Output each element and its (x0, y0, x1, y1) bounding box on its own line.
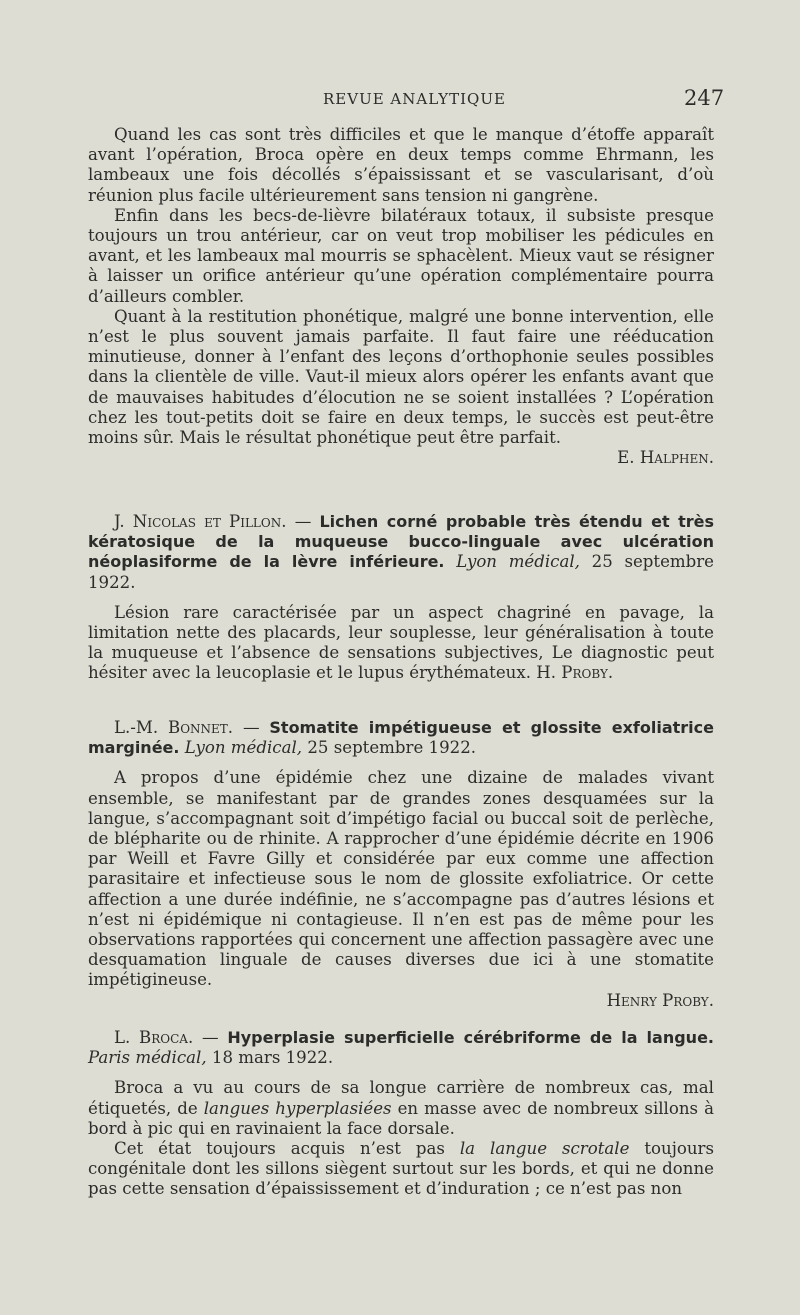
journal: Paris médical, (88, 1048, 207, 1068)
paragraph: Cet état toujours acquis n’est pas la langue scrotale toujours congénitale dont les sillons siègent surtout sur les bords, et qui ne donne pas cette sensation d’épaississement et d’induration ; ce n’est pas non (88, 1139, 714, 1199)
article-2 (88, 512, 714, 684)
journal: Lyon médical, (456, 552, 580, 572)
article-4 (88, 1028, 714, 1200)
signature: Henry Proby. (606, 990, 714, 1010)
signature: E. Halphen. (617, 448, 714, 468)
signature: H. Proby. (536, 663, 614, 683)
dash: — (193, 1028, 228, 1047)
article-heading (88, 718, 714, 758)
article-heading (88, 512, 714, 593)
article-title: Lichen corné probable très étendu et très kératosique de la muqueuse bucco-linguale avec ulcération néoplasiforme de la lèvre inférieure. (88, 512, 714, 572)
running-header: REVUE ANALYTIQUE (323, 90, 506, 108)
date: 25 septembre 1922. (302, 738, 477, 758)
date: 25 septembre 1922. (88, 552, 715, 592)
article-heading (88, 1028, 714, 1068)
dash: — (233, 718, 270, 737)
authors: L.-M. Bonnet. (114, 718, 234, 737)
date: 18 mars 1922. (206, 1048, 334, 1068)
article-title: Hyperplasie superficielle cérébriforme de la langue. (227, 1028, 715, 1047)
paragraph: Enfin dans les becs-de-lièvre bilatéraux totaux, il subsiste presque toujours un trou antérieur, car on veut trop mobiliser les pédicules en avant, et les lambeaux mal mourris se sphacèlent. Mieux vaut se résigner à laisser un orifice antérieur qu’une opération complémentaire pourra d’ailleurs combler. (88, 205, 714, 306)
journal: Lyon médical, (184, 738, 303, 758)
paragraph: A propos d’une épidémie chez une dizaine de malades vivant ensemble, se manifestant par de grandes zones desquamées sur la langue, s’accompagnant soit d’impétigo facial ou buccal soit de perlèche, de blépharite ou de rhinite. A rapprocher d’une épidémie décrite en 1906 par Weill et Favre Gilly et considérée par eux comme une affection parasitaire et infectieuse sous le nom de glossite exfoliatrice. Or cette affection a une durée indéfinie, ne s’accompagne pas d’autres lésions et n’est ni épidémique ni contagieuse. Il n’en est pas de même pour les observations rapportées qui concernent une affection passagère avec une desquamation linguale de causes diverses due ici à une stomatite impétigineuse. (88, 768, 714, 990)
article-3 (88, 718, 714, 1011)
paragraph: Broca a vu au cours de sa longue carrière de nombreux cas, mal étiquetés, de langues hyperplasiées en masse avec de nombreux sillons à bord à pic qui en ravinaient la face dorsale. (88, 1078, 714, 1138)
authors: J. Nicolas et Pillon. (114, 512, 287, 531)
dash: — (286, 512, 320, 531)
article-title: Stomatite impétigueuse et glossite exfoliatrice marginée. (88, 718, 714, 758)
article-1 (88, 125, 714, 468)
paragraph: Quant à la restitution phonétique, malgré une bonne intervention, elle n’est le plus souvent jamais parfaite. Il faut faire une rééducation minutieuse, donner à l’enfant des leçons d’orthophonie seules possibles dans la clientèle de ville. Vaut-il mieux alors opérer les enfants avant que de mauvaises habitudes d’élocution ne se soient installées ? L’opération chez les tout-petits doit se faire en deux temps, le succès est peut-être moins sûr. Mais le résultat phonétique peut être parfait. (88, 306, 714, 448)
paragraph: Lésion rare caractérisée par un aspect chagriné en pavage, la limitation nette des placards, leur souplesse, leur généralisation à toute la muqueuse et l’absence de sensations subjectives, Le diagnostic peut hésiter avec la leucoplasie et le lupus érythémateux. H. Proby. (88, 602, 714, 683)
authors: L. Broca. (114, 1028, 194, 1047)
page-number: 247 (684, 86, 725, 110)
paragraph: Quand les cas sont très difficiles et que le manque d’étoffe apparaît avant l’opération, Broca opère en deux temps comme Ehrmann, les lambeaux une fois décollés s’épaississant et se vascularisant, d’où réunion plus facile ultérieurement sans tension ni gangrène. (88, 125, 714, 205)
